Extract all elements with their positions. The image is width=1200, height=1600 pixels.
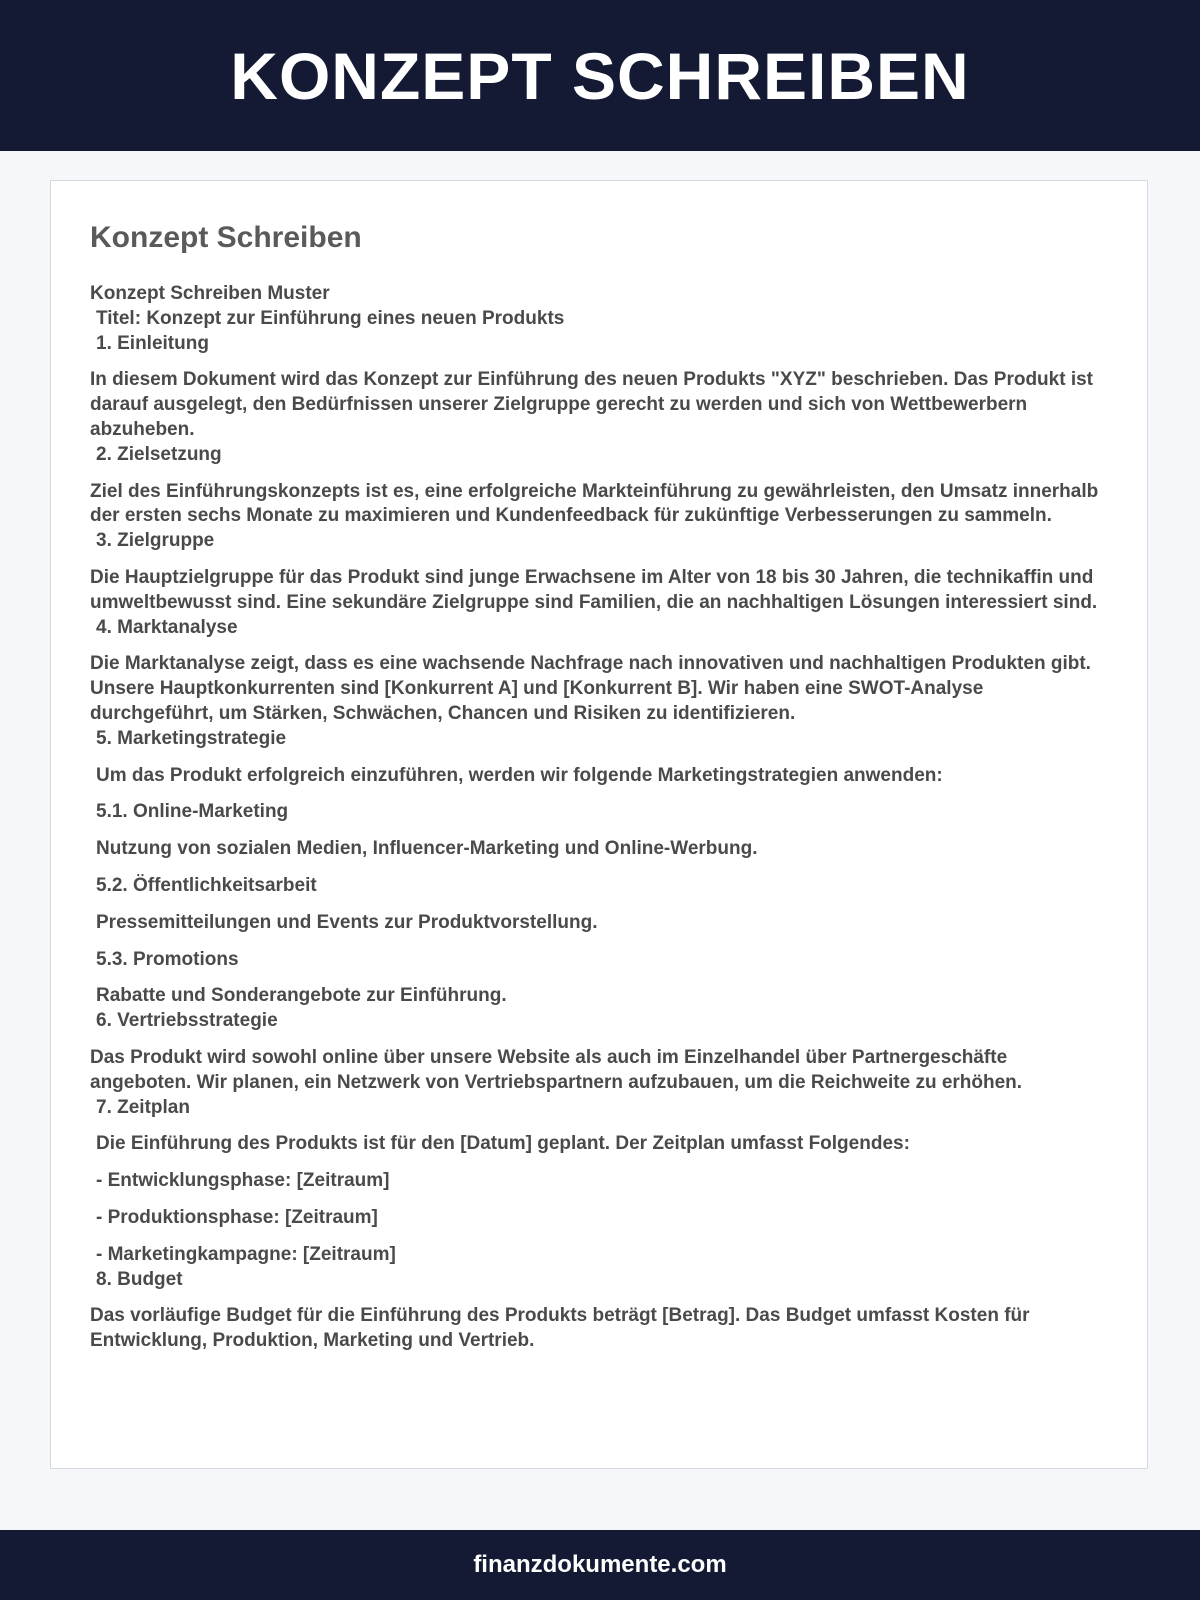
section-5-intro: Um das Produkt erfolgreich einzuführen, werden wir folgende Marketingstrategien anwenden: xyxy=(96,764,943,786)
document-title-line: Titel: Konzept zur Einführung eines neuen Produkts xyxy=(96,307,565,329)
section-5-3-text: Rabatte und Sonderangebote zur Einführung. xyxy=(96,985,507,1007)
section-5-3-title: 5.3. Promotions xyxy=(96,948,239,970)
section-8-title: 8. Budget xyxy=(96,1268,183,1290)
page-header xyxy=(0,0,1200,151)
section-6-title: 6. Vertriebsstrategie xyxy=(96,1010,278,1032)
timeline-item: - Marketingkampagne: [Zeitraum] xyxy=(96,1243,396,1265)
section-7-title: 7. Zeitplan xyxy=(96,1096,190,1118)
page-footer xyxy=(0,1530,1200,1600)
section-5-2-title: 5.2. Öffentlichkeitsarbeit xyxy=(96,874,317,896)
section-3-text: Die Hauptzielgruppe für das Produkt sind junge Erwachsene im Alter von 18 bis 30 Jahren, die technikaffin und umweltbewusst sind. Eine sekundäre Zielgruppe sind Familien, die an nachhaltigen Lösungen interessiert sind. xyxy=(90,566,1098,613)
timeline-item: - Produktionsphase: [Zeitraum] xyxy=(96,1206,378,1228)
header-title: KONZEPT SCHREIBEN xyxy=(230,38,970,113)
section-1-text: In diesem Dokument wird das Konzept zur Einführung des neuen Produkts "XYZ" beschrieben. Das Produkt ist darauf ausgelegt, den Bedürfnissen unserer Zielgruppe gerecht zu werden und sich von Wettbewerbern abzuheben. xyxy=(90,369,1094,440)
section-8-text: Das vorläufige Budget für die Einführung des Produkts beträgt [Betrag]. Das Budget umfasst Kosten für Entwicklung, Produktion, Marketing und Vertrieb. xyxy=(90,1305,1030,1352)
section-7-intro: Die Einführung des Produkts ist für den [Datum] geplant. Der Zeitplan umfasst Folgendes: xyxy=(96,1133,910,1155)
document-heading: Konzept Schreiben xyxy=(90,221,362,254)
section-2-title: 2. Zielsetzung xyxy=(96,443,222,465)
document-subtitle: Konzept Schreiben Muster xyxy=(90,283,330,304)
section-5-2-text: Pressemitteilungen und Events zur Produktvorstellung. xyxy=(96,911,598,933)
section-3-title: 3. Zielgruppe xyxy=(96,530,215,552)
section-6-text: Das Produkt wird sowohl online über unsere Website als auch im Einzelhandel über Partnergeschäfte angeboten. Wir planen, ein Netzwerk von Vertriebspartnern aufzubauen, um die Reichweite zu erhöhen. xyxy=(90,1046,1023,1093)
section-1-title: 1. Einleitung xyxy=(96,332,209,354)
section-5-1-text: Nutzung von sozialen Medien, Influencer-Marketing und Online-Werbung. xyxy=(96,838,758,860)
section-2-text: Ziel des Einführungskonzepts ist es, eine erfolgreiche Markteinführung zu gewährleisten, den Umsatz innerhalb der ersten sechs Monate zu maximieren und Kundenfeedback für zukünftige Verbesserungen zu sammeln. xyxy=(90,480,1099,527)
document-content xyxy=(90,216,1110,1354)
timeline-item: - Entwicklungsphase: [Zeitraum] xyxy=(96,1170,390,1192)
footer-site-link[interactable]: finanzdokumente.com xyxy=(473,1551,727,1578)
section-5-title: 5. Marketingstrategie xyxy=(96,727,287,749)
section-4-text: Die Marktanalyse zeigt, dass es eine wachsende Nachfrage nach innovativen und nachhaltigen Produkten gibt. Unsere Hauptkonkurrenten sind [Konkurrent A] und [Konkurrent B]. Wir haben eine SWOT-Analyse durchgeführt, um Stärken, Schwächen, Chancen und Risiken zu identifizieren. xyxy=(90,653,1091,724)
section-4-title: 4. Marktanalyse xyxy=(96,616,238,638)
section-5-1-title: 5.1. Online-Marketing xyxy=(96,801,289,823)
